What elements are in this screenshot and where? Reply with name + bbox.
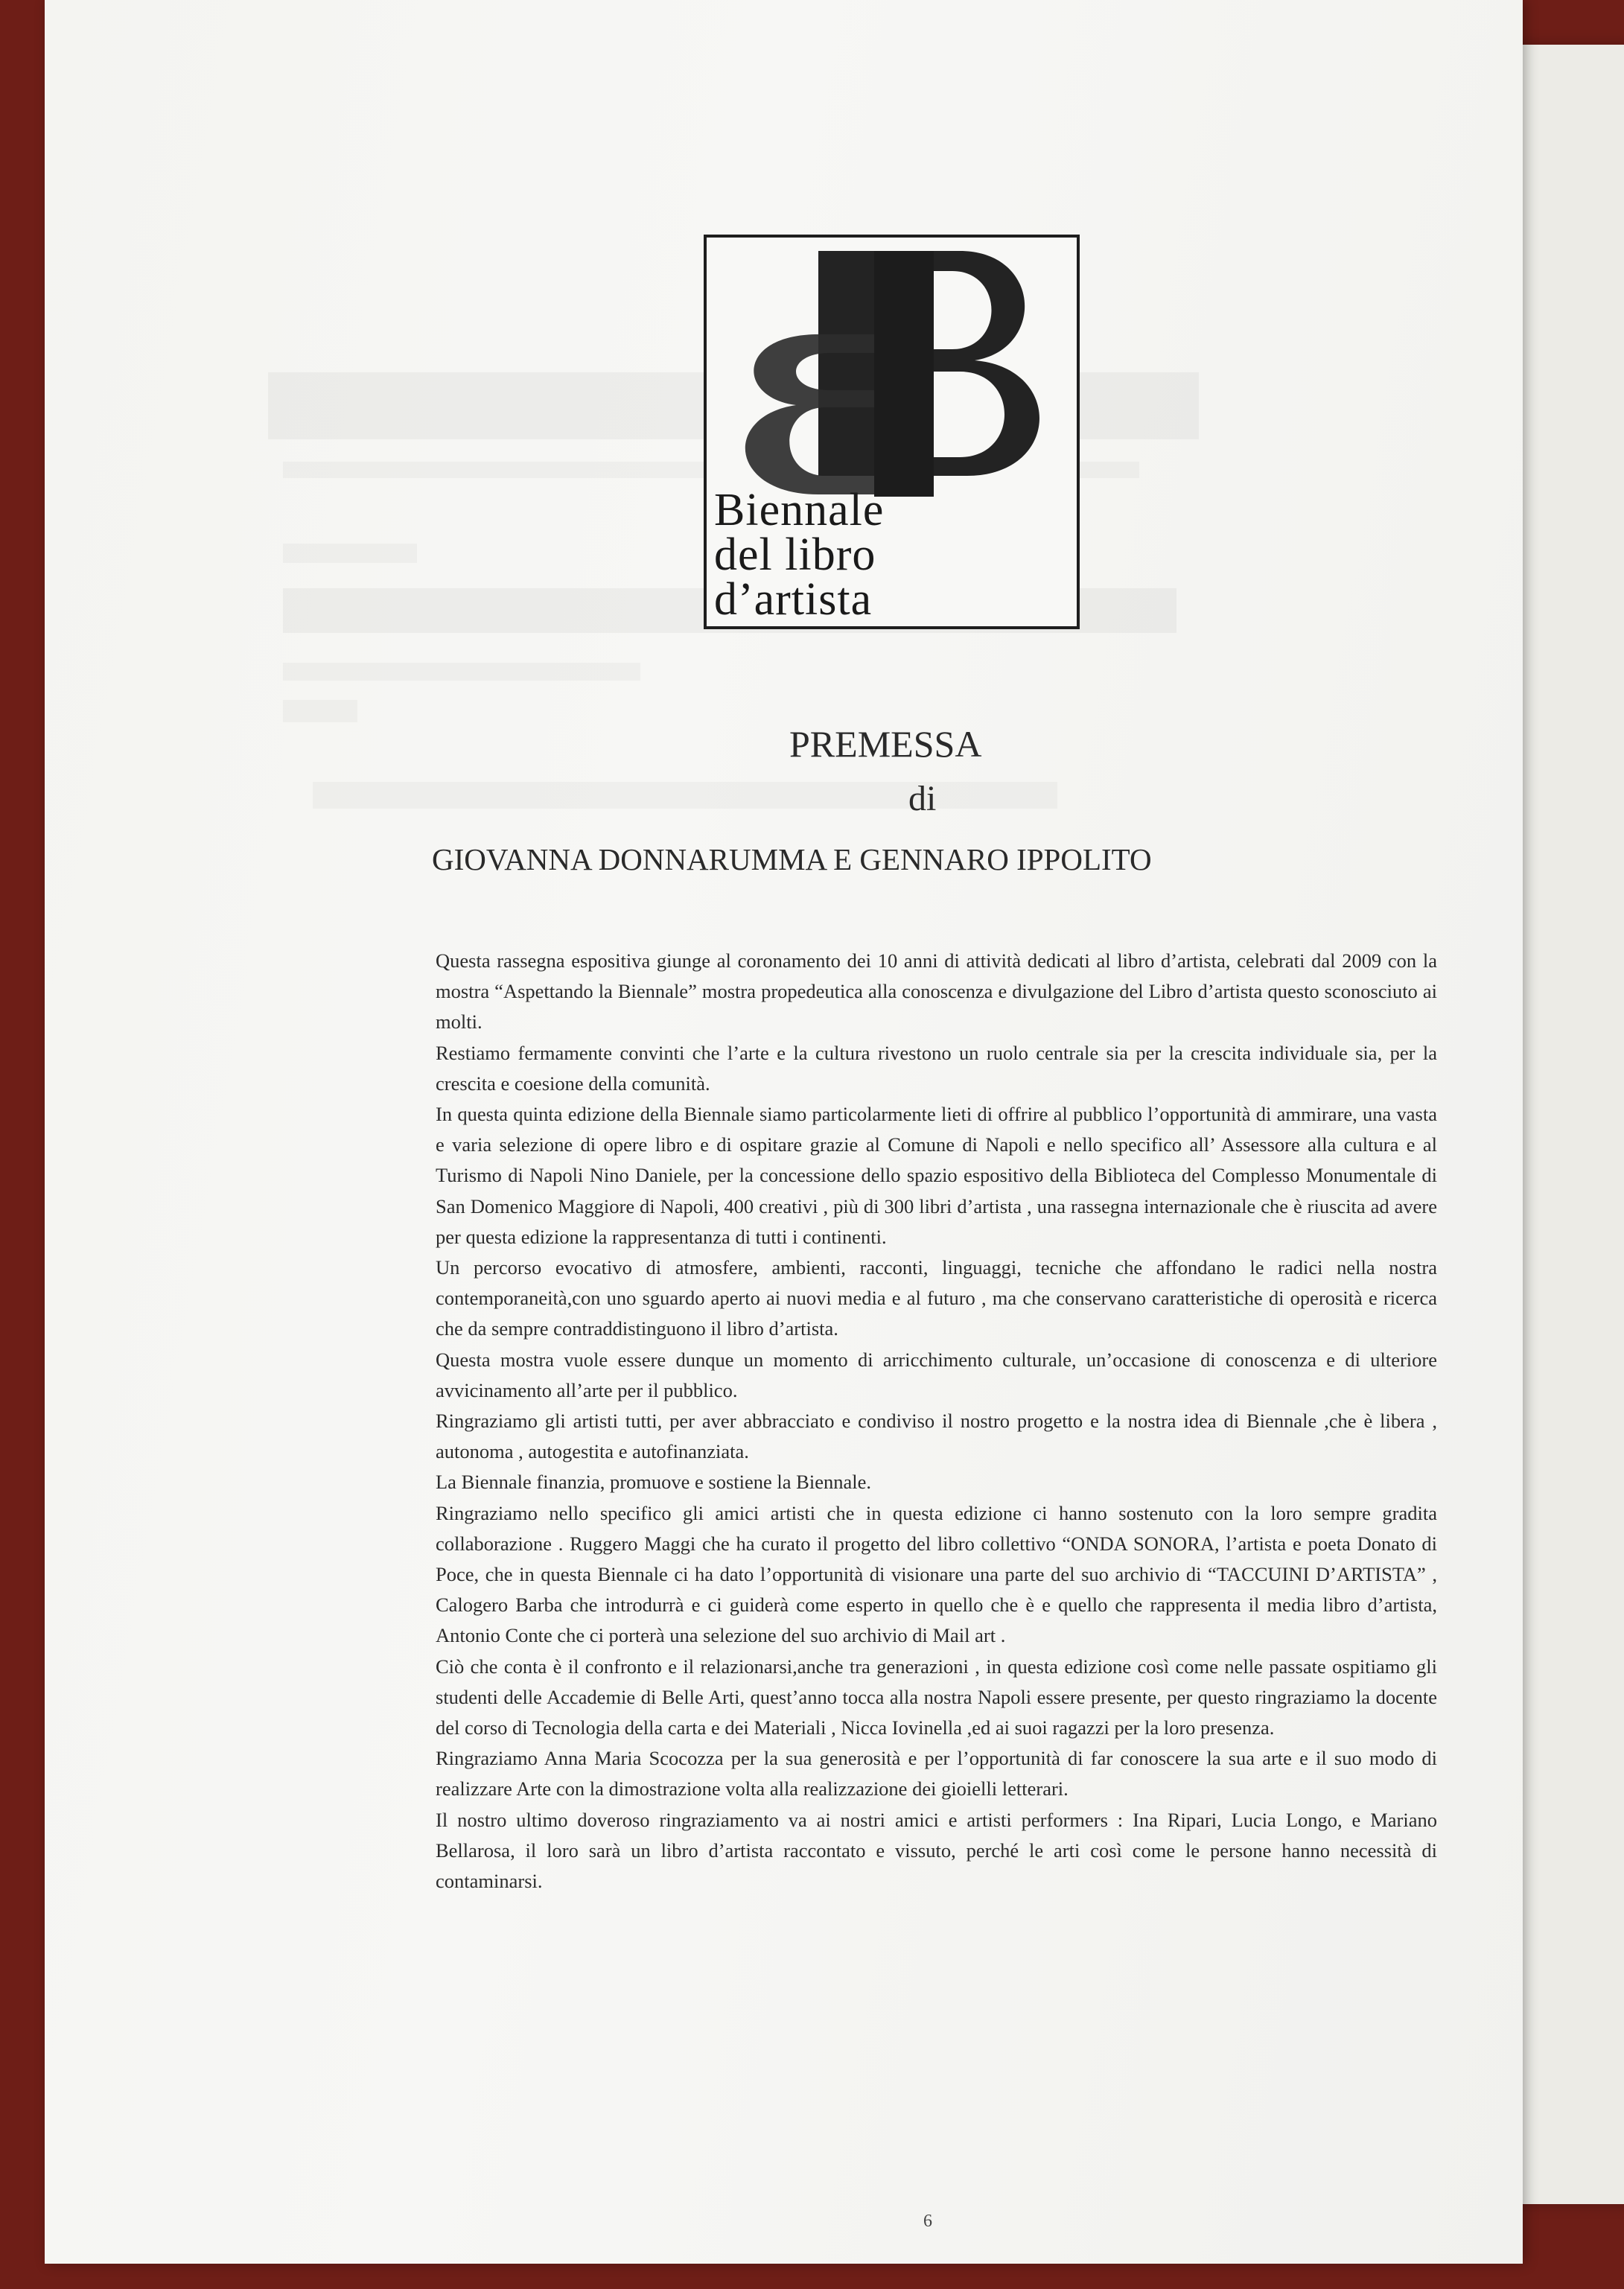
paragraph: In questa quinta edizione della Biennale siamo particolarmente lieti di offrire al pubblico l’opportunità di ammirare, una vasta e varia selezione di opere libro e di ospitare grazie al Comune di Napoli e nello specifico all’ Assessore alla cultura e al Turismo di Napoli Nino Daniele, per la concessione dello spazio espositivo della Biblioteca del Complesso Monumentale di San Domenico Maggiore di Napoli, 400 creativi , più di 300 libri d’artista , una rassegna internazionale che è riuscita ad avere per questa edizione la rappresentanza di tutti i continenti. xyxy=(436,1103,1437,1248)
paragraph: Ciò che conta è il confronto e il relazionarsi,anche tra generazioni , in questa edizione così come nelle passate ospitiamo gli studenti delle Accademie di Belle Arti, quest’anno tocca alla nostra Napoli essere presente, per questo ringraziamo la docente del corso di Tecnologia della carta e dei Materiali , Nicca Iovinella ,ed ai suoi ragazzi per la loro presenza. xyxy=(436,1655,1437,1739)
document-page xyxy=(45,0,1523,2264)
paragraph: Restiamo fermamente convinti che l’arte e la cultura rivestono un ruolo centrale sia per la crescita individuale sia, per la crescita e coesione della comunità. xyxy=(436,1041,1437,1095)
biennale-logo xyxy=(704,235,1080,629)
logo-line-1: Biennale xyxy=(714,485,885,535)
premessa-body xyxy=(436,946,1437,1897)
paragraph: Questa rassegna espositiva giunge al coronamento dei 10 anni di attività dedicati al libro d’artista, celebrati dal 2009 con la mostra “Aspettando la Biennale” mostra propedeutica alla conoscenza e divulgazione del Libro d’artista questo sconosciuto ai molti. xyxy=(436,949,1437,1034)
heading-by: di xyxy=(908,779,937,818)
logo-line-2: del libro xyxy=(714,529,876,580)
logo-line-3: d’artista xyxy=(714,574,873,625)
heading-authors: GIOVANNA DONNARUMMA E GENNARO IPPOLITO xyxy=(432,842,1152,876)
page-number: 6 xyxy=(923,2212,932,2231)
paragraph: Questa mostra vuole essere dunque un momento di arricchimento culturale, un’occasione di conoscenza e di ulteriore avvicinamento all’arte per il pubblico. xyxy=(436,1348,1437,1401)
paragraph: Un percorso evocativo di atmosfere, ambienti, racconti, linguaggi, tecniche che affondano le radici nella nostra contemporaneità,con uno sguardo aperto ai nuovi media e al futuro , ma che conservano caratteristiche di operosità e ricerca che da sempre contraddistinguono il libro d’artista. xyxy=(436,1256,1437,1340)
heading-title: PREMESSA xyxy=(789,723,982,765)
paragraph: Ringraziamo Anna Maria Scocozza per la sua generosità e per l’opportunità di far conoscere la sua arte e il suo modo di realizzare Arte con la dimostrazione volta alla realizzazione dei gioielli letterari. xyxy=(436,1747,1437,1801)
paragraph: Ringraziamo nello specifico gli amici artisti che in questa edizione ci hanno sostenuto con la loro sempre gradita collaborazione . Ruggero Maggi che ha curato il progetto del libro collettivo “ONDA SONORA, l’artista e poeta Donato di Poce, che in questa Biennale ci ha dato l’opportunità di visionare una parte del suo archivio di “TACCUINI D’ARTISTA” , Calogero Barba che introdurrà e ci guiderà come esperto in quello che è e quello che rappresenta il media libro d’artista, Antonio Conte che ci porterà una selezione del suo archivio di Mail art . xyxy=(436,1501,1437,1647)
paragraph: La Biennale finanzia, promuove e sostiene la Biennale. xyxy=(436,1471,871,1494)
paragraph: Ringraziamo gli artisti tutti, per aver abbracciato e condiviso il nostro progetto e la nostra idea di Biennale ,che è libera , autonoma , autogestita e autofinanziata. xyxy=(436,1410,1437,1463)
paragraph: Il nostro ultimo doveroso ringraziamento va ai nostri amici e artisti performers : Ina Ripari, Lucia Longo, e Mariano Bellarosa, il loro sarà un libro d’artista raccontato e vissuto, perché le arti così come le persone hanno necessità di contaminarsi. xyxy=(436,1808,1437,1893)
